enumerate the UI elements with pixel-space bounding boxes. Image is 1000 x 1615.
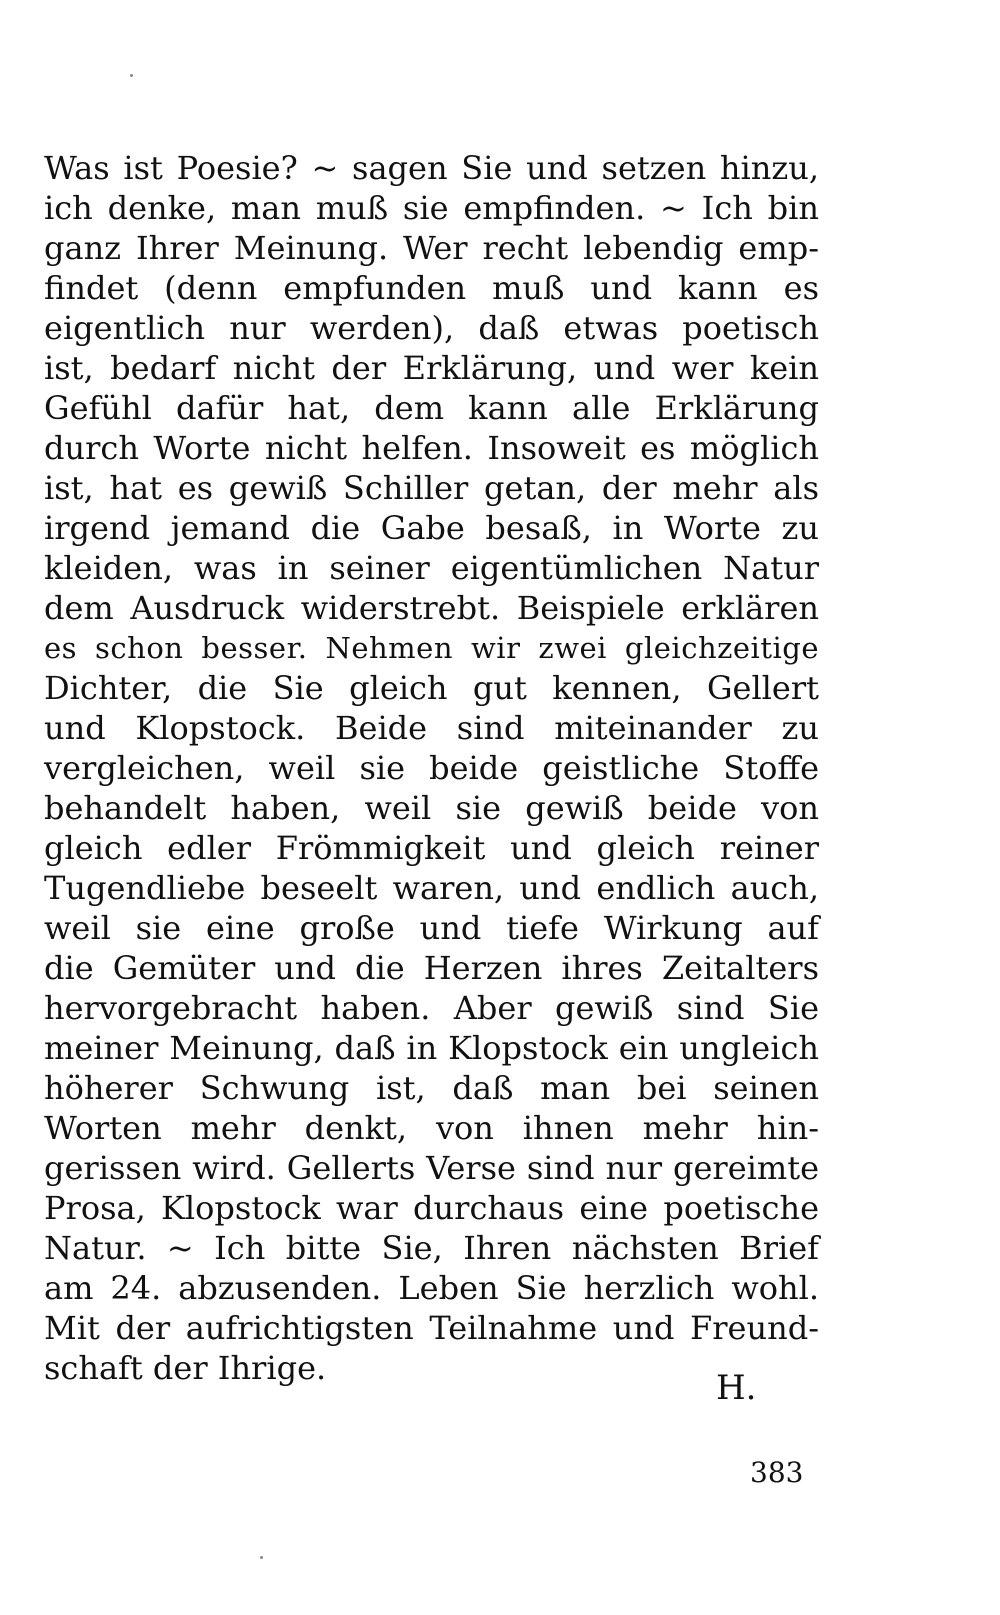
page-number: 383	[750, 1456, 804, 1489]
text-line: ganz Ihrer Meinung. Wer recht lebendig emp-	[44, 229, 819, 267]
text-line: Dichter, die Sie gleich gut kennen, Gellert	[44, 669, 819, 707]
text-line: Gefühl dafür hat, dem kann alle Erklärung	[44, 389, 819, 427]
text-line: es schon besser. Nehmen wir zwei gleichzeitige	[44, 631, 819, 665]
text-line: meiner Meinung, daß in Klopstock ein ungleich	[44, 1029, 819, 1067]
paper-speck	[130, 74, 133, 77]
text-line: schaft der Ihrige.	[44, 1349, 327, 1387]
text-line: am 24. abzusenden. Leben Sie herzlich wohl.	[44, 1269, 819, 1307]
text-line: höherer Schwung ist, daß man bei seinen	[44, 1069, 819, 1107]
text-line: die Gemüter und die Herzen ihres Zeitalters	[44, 949, 819, 987]
text-line: kleiden, was in seiner eigentümlichen Natur	[44, 549, 819, 587]
text-line: gleich edler Frömmigkeit und gleich reiner	[44, 829, 819, 867]
text-line: durch Worte nicht helfen. Insoweit es möglich	[44, 429, 819, 467]
text-line: weil sie eine große und tiefe Wirkung auf	[44, 909, 819, 947]
text-line: dem Ausdruck widerstrebt. Beispiele erklären	[44, 589, 819, 627]
text-line: Natur. ~ Ich bitte Sie, Ihren nächsten Brief	[44, 1229, 819, 1267]
text-line: und Klopstock. Beide sind miteinander zu	[44, 709, 819, 747]
text-line: behandelt haben, weil sie gewiß beide von	[44, 789, 819, 827]
text-line: Tugendliebe beseelt waren, und endlich auch,	[44, 869, 819, 907]
text-line: Mit der aufrichtigsten Teilnahme und Freund-	[44, 1309, 819, 1347]
signature-initial: H.	[716, 1368, 757, 1408]
text-line: irgend jemand die Gabe besaß, in Worte zu	[44, 509, 819, 547]
text-line: Worten mehr denkt, von ihnen mehr hin-	[44, 1109, 819, 1147]
text-line: gerissen wird. Gellerts Verse sind nur gereimte	[44, 1149, 819, 1187]
text-line: vergleichen, weil sie beide geistliche Stoffe	[44, 749, 819, 787]
text-line: ich denke, man muß sie empfinden. ~ Ich bin	[44, 189, 819, 227]
text-line: eigentlich nur werden), daß etwas poetisch	[44, 309, 819, 347]
text-line: findet (denn empfunden muß und kann es	[44, 269, 819, 307]
text-line: ist, hat es gewiß Schiller getan, der mehr als	[44, 469, 819, 507]
text-line: Was ist Poesie? ~ sagen Sie und setzen hinzu,	[44, 149, 819, 187]
text-line: ist, bedarf nicht der Erklärung, und wer kein	[44, 349, 819, 387]
paper-speck	[260, 1556, 263, 1559]
text-line: hervorgebracht haben. Aber gewiß sind Sie	[44, 989, 819, 1027]
letter-body	[44, 148, 819, 1388]
text-line: Prosa, Klopstock war durchaus eine poetische	[44, 1189, 819, 1227]
